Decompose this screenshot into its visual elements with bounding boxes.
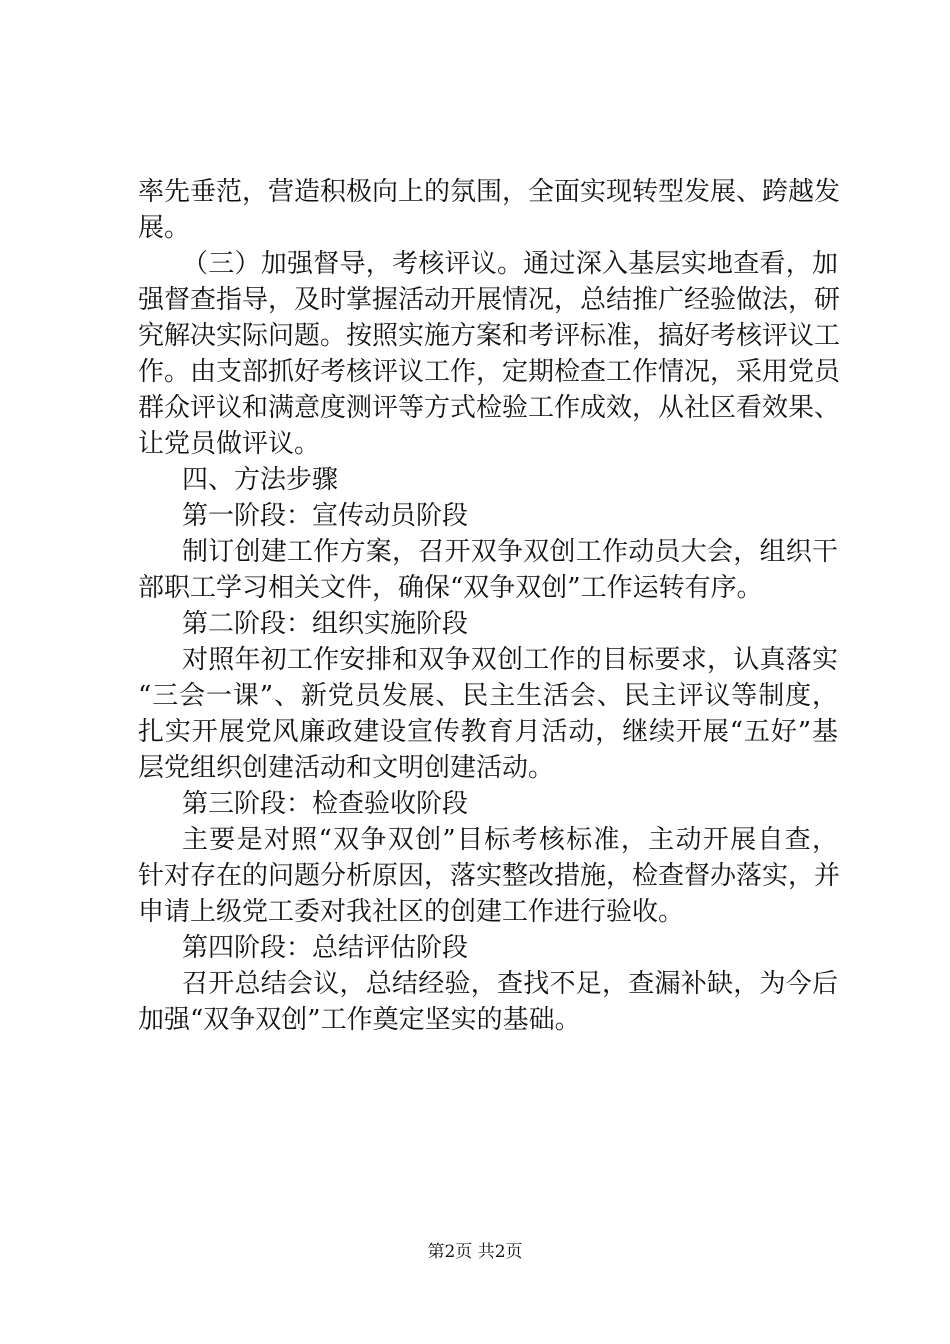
text-line: 究解决实际问题。按照实施方案和考评标准，搞好考核评议工: [138, 321, 841, 351]
text-line: 群众评议和满意度测评等方式检验工作成效，从社区看效果、: [138, 393, 841, 423]
text-line: 制订创建工作方案，召开双争双创工作动员大会，组织干: [182, 537, 838, 567]
text-line: 召开总结会议，总结经验，查找不足，查漏补缺，为今后: [182, 969, 838, 999]
page-footer: 第2页 共2页: [427, 1242, 523, 1262]
text-line: 针对存在的问题分析原因，落实整改措施，检查督办落实，并: [138, 861, 841, 891]
text-line: 让党员做评议。: [138, 429, 321, 459]
stage-heading: 第一阶段：宣传动员阶段: [182, 501, 469, 531]
text-line: “三会一课”、新党员发展、民主生活会、民主评议等制度，: [138, 681, 838, 711]
text-line: 作。由支部抓好考核评议工作，定期检查工作情况，采用党员: [138, 357, 841, 387]
stage-heading: 第四阶段：总结评估阶段: [182, 933, 469, 963]
text-line: 扎实开展党风廉政建设宣传教育月活动，继续开展“五好”基: [138, 717, 838, 747]
text-line: 层党组织创建活动和文明创建活动。: [138, 753, 555, 783]
section-heading: 四、方法步骤: [182, 465, 339, 495]
text-line: 展。: [138, 213, 191, 243]
text-line: 主要是对照“双争双创”目标考核标准，主动开展自查，: [182, 825, 838, 855]
text-line: 对照年初工作安排和双争双创工作的目标要求，认真落实: [182, 645, 838, 675]
stage-heading: 第二阶段：组织实施阶段: [182, 609, 469, 639]
text-line: 率先垂范，营造积极向上的氛围，全面实现转型发展、跨越发: [138, 177, 841, 207]
stage-heading: 第三阶段：检查验收阶段: [182, 789, 469, 819]
document-body: [138, 174, 841, 1038]
text-line: 申请上级党工委对我社区的创建工作进行验收。: [138, 897, 685, 927]
text-line: 强督查指导，及时掌握活动开展情况，总结推广经验做法，研: [138, 285, 841, 315]
text-line: 加强“双争双创”工作奠定坚实的基础。: [138, 1005, 581, 1035]
text-line: （三）加强督导，考核评议。通过深入基层实地查看，加: [182, 249, 838, 279]
text-line: 部职工学习相关文件，确保“双争双创”工作运转有序。: [138, 573, 763, 603]
